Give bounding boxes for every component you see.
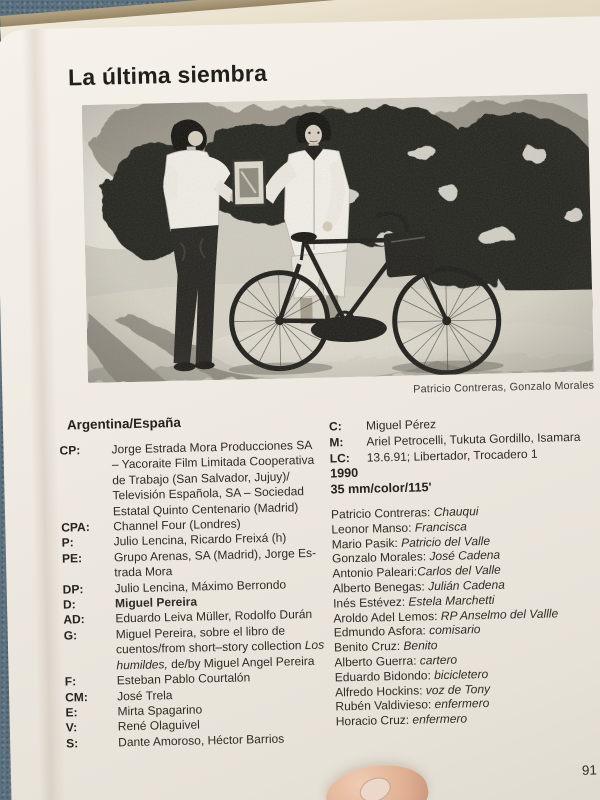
credit-label: P:	[61, 535, 74, 551]
cast-row: Mario Pasik: Patricio del Valle	[331, 533, 491, 552]
credit-line: Televisión Española, SA – Sociedad	[112, 484, 305, 503]
info-text: Miguel Pérez	[365, 417, 437, 433]
credit-label: V:	[65, 720, 78, 735]
cast-row: Antonio Paleari:Carlos del Valle	[332, 562, 501, 581]
cast-row: Eduardo Bidondo: bicicletero	[334, 666, 489, 685]
credit-line: de Trabajo (San Salvador, Jujuy)/	[112, 469, 290, 488]
credit-row	[64, 622, 347, 675]
credit-line: Estatal Quinto Centenario (Madrid)	[112, 499, 299, 519]
cast-row: Alberto Guerra: cartero	[334, 652, 458, 670]
info-text: 13.6.91; Libertador, Trocadero 1	[366, 446, 538, 465]
credit-line: Miguel Pereira, sobre el libro de	[115, 623, 286, 642]
credit-label: G:	[63, 628, 78, 643]
credit-label: F:	[64, 674, 77, 689]
info-list	[329, 413, 600, 467]
credit-line: Mirta Spagarino	[117, 702, 203, 719]
credit-label: AD:	[63, 612, 85, 628]
credit-line: José Trela	[116, 687, 173, 703]
book-page	[0, 15, 600, 800]
country-heading: Argentina/España	[66, 414, 181, 433]
credits-list	[59, 437, 348, 751]
cast-row: Aroldo Adel Lemos: RP Anselmo del Vallle	[333, 605, 559, 626]
reader-finger	[316, 754, 526, 800]
cast-row: Alfredo Hockins: voz de Tony	[334, 681, 491, 699]
credit-line: Dante Amoroso, Héctor Barrios	[118, 731, 285, 750]
page-title: La última siembra	[67, 59, 268, 91]
credit-line: Julio Lencina, Máximo Berrondo	[114, 577, 287, 596]
film-still-photo	[82, 94, 594, 383]
credit-label: PE:	[61, 550, 83, 566]
cast-row: Horacio Cruz: enfermero	[335, 711, 468, 729]
info-label: LC:	[329, 450, 350, 466]
credit-line: Channel Four (Londres)	[113, 516, 241, 534]
cast-row: Rubén Valdivieso: enfermero	[335, 696, 490, 714]
cast-row: Gonzalo Morales: José Cadena	[331, 548, 501, 566]
format-line: 35 mm/color/115'	[330, 480, 432, 497]
cast-row: Inés Estévez: Estela Marchetti	[332, 592, 495, 611]
film-still-illustration	[82, 94, 594, 383]
cast-row: Edmundo Asfora: comisario	[333, 622, 481, 640]
cast-row: Leonor Manso: Francisca	[331, 519, 467, 537]
credit-line: Eduardo Leiva Müller, Rodolfo Durán	[115, 607, 313, 626]
credit-label: DP:	[62, 581, 84, 597]
credit-line: humildes, de/by Miguel Angel Pereira	[116, 653, 315, 673]
credit-label: CP:	[59, 443, 81, 458]
credit-label: E:	[65, 705, 78, 720]
credits-column	[59, 411, 349, 751]
credit-line: Jorge Estrada Mora Producciones SA	[111, 437, 313, 457]
credit-line: Esteban Pablo Courtalón	[116, 670, 251, 688]
credit-line: trada Mora	[114, 564, 173, 580]
credit-label: CPA:	[61, 519, 90, 535]
cast-row: Benito Cruz: Benito	[333, 638, 438, 655]
credit-text	[116, 622, 347, 673]
year-line: 1990	[329, 466, 359, 481]
credit-line: René Olaguivel	[117, 717, 201, 734]
credit-label: CM:	[64, 689, 88, 705]
credit-line: Miguel Pereira	[114, 594, 198, 611]
info-label: C:	[328, 419, 342, 434]
cast-list	[331, 501, 600, 729]
page-number: 91	[581, 762, 598, 778]
credit-line: cuentos/from short–story collection Los	[115, 637, 325, 657]
fingertip	[401, 765, 499, 800]
credit-label: D:	[62, 597, 76, 612]
cast-row: Alberto Benegas: Julián Cadena	[332, 577, 506, 596]
info-text: Ariel Petrocelli, Tukuta Gordillo, Isamara	[366, 429, 581, 449]
details-column	[329, 413, 600, 729]
credit-line: Julio Lencina, Ricardo Freixá (h)	[113, 530, 287, 549]
credit-row	[59, 437, 343, 520]
credit-line: – Yacoraite Film Limitada Cooperativa	[111, 453, 315, 472]
cast-row: Patricio Contreras: Chauqui	[330, 504, 479, 522]
info-label: M:	[329, 434, 344, 450]
thumb-nail	[356, 773, 394, 800]
credit-line: Grupo Arenas, SA (Madrid), Jorge Es-	[113, 545, 317, 565]
photo-caption: Patricio Contreras, Gonzalo Morales	[413, 379, 595, 396]
credit-label: S:	[66, 735, 79, 751]
credit-text	[111, 437, 343, 519]
